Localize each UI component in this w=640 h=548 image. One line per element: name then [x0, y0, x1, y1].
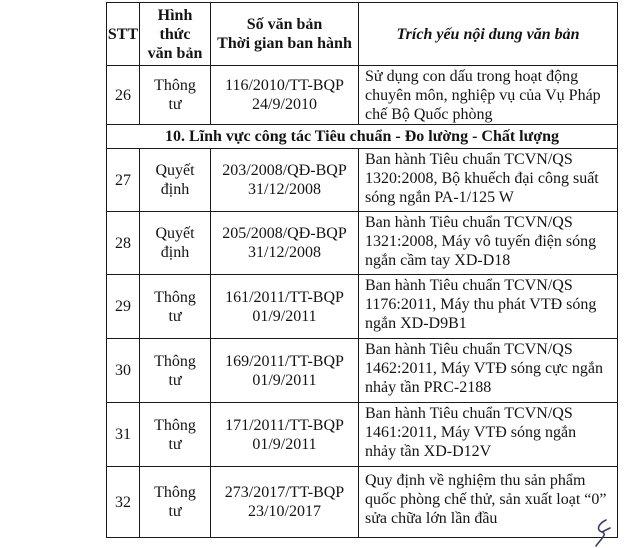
table-row [107, 339, 618, 403]
row-stt: 27 [107, 149, 140, 212]
row-form: Thông tư [140, 275, 211, 339]
row-summary: Ban hành Tiêu chuẩn TCVN/QS 1462:2011, Máy VTĐ sóng cực ngắn nhảy tần PRC-2188 [359, 339, 618, 403]
row-number: 116/2010/TT-BQP 24/9/2010 [211, 66, 359, 125]
table-row [107, 403, 618, 467]
row-number: 203/2008/QĐ-BQP 31/12/2008 [211, 149, 359, 212]
row-summary: Sử dụng con dấu trong hoạt động chuyên môn, nghiệp vụ của Vụ Pháp chế Bộ Quốc phòng [359, 66, 618, 125]
row-number: 273/2017/TT-BQP 23/10/2017 [211, 467, 359, 538]
row-number: 161/2011/TT-BQP 01/9/2011 [211, 275, 359, 339]
row-form: Thông tư [140, 339, 211, 403]
row-summary: Ban hành Tiêu chuẩn TCVN/QS 1321:2008, Máy vô tuyến điện sóng ngắn cầm tay XD-D18 [359, 212, 618, 275]
row-stt: 32 [107, 467, 140, 538]
row-summary: Ban hành Tiêu chuẩn TCVN/QS 1320:2008, Bộ khuếch đại công suất sóng ngắn PA-1/125 W [359, 149, 618, 212]
table-row [107, 149, 618, 212]
row-summary: Ban hành Tiêu chuẩn TCVN/QS 1461:2011, Máy VTĐ sóng ngắn nhảy tần XD-D12V [359, 403, 618, 467]
row-stt: 31 [107, 403, 140, 467]
documents-table [106, 2, 618, 538]
row-number: 169/2011/TT-BQP 01/9/2011 [211, 339, 359, 403]
header-number: Số văn bản Thời gian ban hành [211, 3, 359, 66]
table-row [107, 212, 618, 275]
table-row [107, 66, 618, 125]
section-title: 10. Lĩnh vực công tác Tiêu chuẩn - Đo lường - Chất lượng [107, 125, 618, 149]
signature-mark [590, 516, 614, 548]
row-stt: 26 [107, 66, 140, 125]
row-number: 205/2008/QĐ-BQP 31/12/2008 [211, 212, 359, 275]
section-row [107, 125, 618, 149]
header-row [107, 3, 618, 66]
row-stt: 29 [107, 275, 140, 339]
table-row [107, 275, 618, 339]
row-form: Quyết định [140, 149, 211, 212]
table-row [107, 467, 618, 538]
row-summary: Quy định về nghiệm thu sản phẩm quốc phòng chế thử, sản xuất loạt “0” sửa chữa lớn lần đầu [359, 467, 618, 538]
header-stt: STT [107, 3, 140, 66]
header-form: Hình thức văn bản [140, 3, 211, 66]
row-form: Quyết định [140, 212, 211, 275]
row-number: 171/2011/TT-BQP 01/9/2011 [211, 403, 359, 467]
header-summary: Trích yếu nội dung văn bản [359, 3, 618, 66]
row-form: Thông tư [140, 66, 211, 125]
row-form: Thông tư [140, 403, 211, 467]
row-summary: Ban hành Tiêu chuẩn TCVN/QS 1176:2011, Máy thu phát VTĐ sóng ngắn XD-D9B1 [359, 275, 618, 339]
row-stt: 28 [107, 212, 140, 275]
row-form: Thông tư [140, 467, 211, 538]
row-stt: 30 [107, 339, 140, 403]
